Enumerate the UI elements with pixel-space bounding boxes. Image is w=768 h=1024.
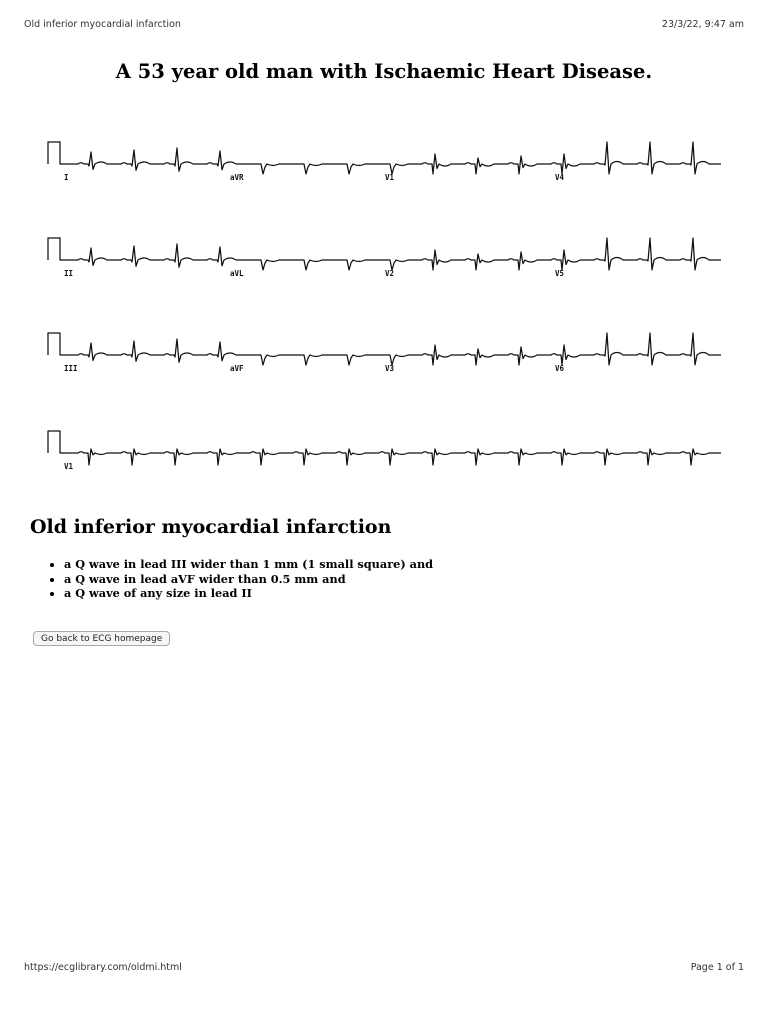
ecg-lead-label: aVF: [230, 364, 244, 373]
ecg-lead-label: V1: [64, 462, 74, 471]
document-title: A 53 year old man with Ischaemic Heart Disease.: [115, 60, 653, 83]
back-to-homepage-button[interactable]: Go back to ECG homepage: [33, 631, 170, 646]
ecg-lead-label: III: [64, 364, 78, 373]
ecg-lead-label: V5: [555, 269, 565, 278]
ecg-lead-label: V4: [555, 173, 565, 182]
ecg-lead-label: V3: [385, 364, 395, 373]
ecg-trace-strip: [48, 142, 721, 174]
ecg-lead-label: II: [64, 269, 74, 278]
diagnosis-heading: Old inferior myocardial infarction: [30, 516, 392, 538]
criteria-item: • a Q wave in lead aVF wider than 0.5 mm and: [64, 572, 433, 587]
ecg-trace-strip: [48, 333, 721, 365]
ecg-lead-label: V1: [385, 173, 395, 182]
ecg-lead-label: V6: [555, 364, 565, 373]
ecg-trace-strip: [48, 238, 721, 270]
print-footer-url: https://ecglibrary.com/oldmi.html: [24, 962, 182, 973]
criteria-item: • a Q wave in lead III wider than 1 mm (1 small square) and: [64, 557, 433, 572]
ecg-tracing-svg: [40, 128, 730, 490]
print-header: [24, 19, 744, 33]
ecg-lead-label: V2: [385, 269, 395, 278]
ecg-lead-label: aVR: [230, 173, 244, 182]
ecg-lead-label: aVL: [230, 269, 244, 278]
criteria-item: • a Q wave of any size in lead II: [64, 586, 433, 601]
print-header-datetime: 23/3/22, 9:47 am: [661, 19, 744, 30]
ecg-tracing: [40, 128, 730, 490]
ecg-trace-strip: [48, 431, 721, 465]
print-header-page-title: Old inferior myocardial infarction: [24, 19, 181, 30]
ecg-lead-label: I: [64, 173, 69, 182]
print-footer-page-number: Page 1 of 1: [690, 962, 744, 973]
diagnosis-criteria-list: [48, 557, 433, 601]
print-footer: [24, 962, 744, 976]
